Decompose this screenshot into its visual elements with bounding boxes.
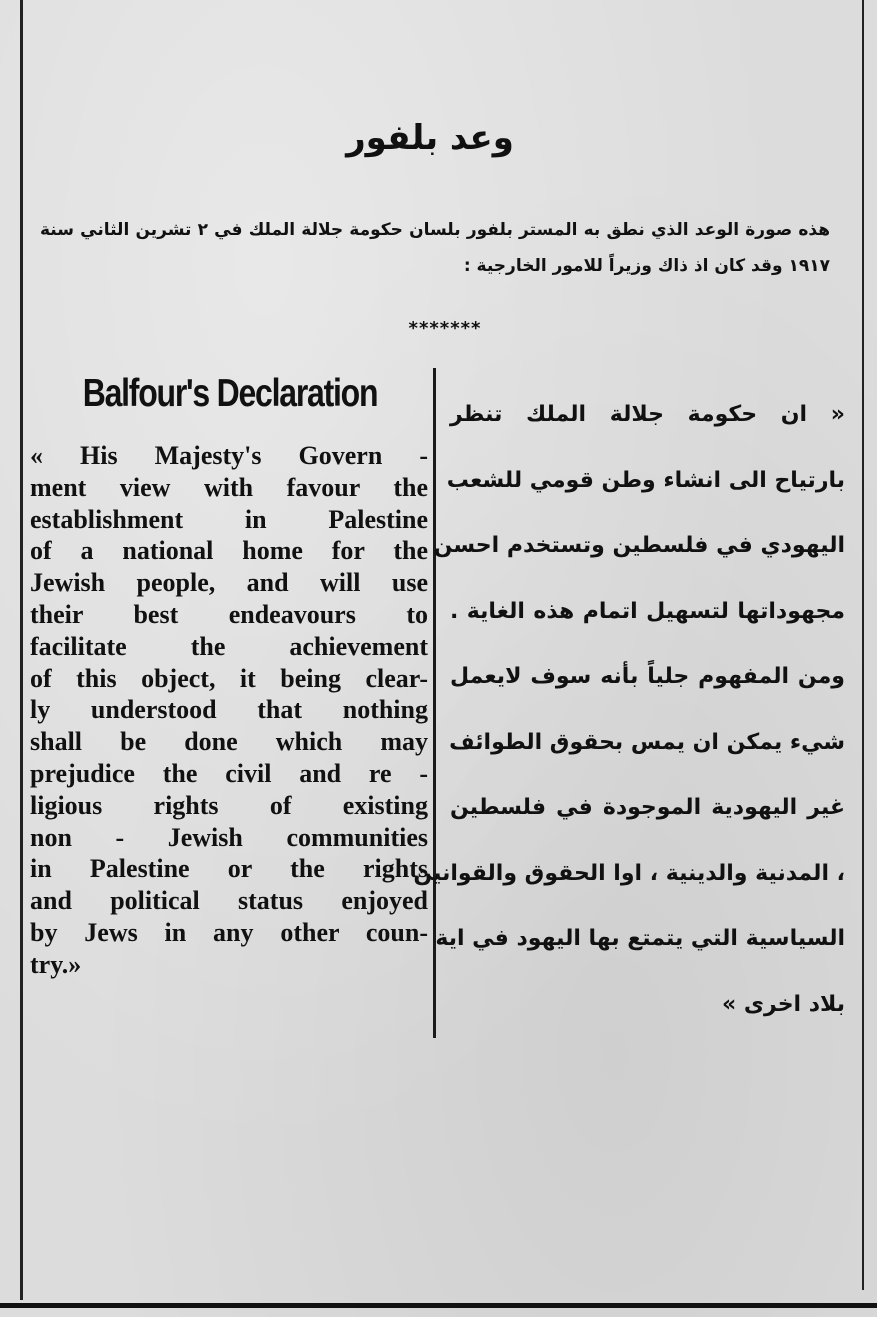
english-line: establishment in Palestine: [30, 504, 428, 534]
left-column-rule: [20, 0, 23, 1300]
english-line: of this object, it being clear-: [30, 663, 428, 693]
english-line: ment view with favour the: [30, 472, 428, 502]
arabic-line: اليهودي في فلسطين وتستخدم احسن: [433, 533, 845, 558]
english-line: non - Jewish communities: [30, 822, 428, 852]
english-line: their best endeavours to: [30, 599, 428, 629]
english-line: ly understood that nothing: [30, 695, 428, 725]
arabic-line: شيء يمكن ان يمس بحقوق الطوائف: [449, 729, 845, 755]
arabic-headline: وعد بلفور: [346, 118, 514, 158]
arabic-line: بلاد اخرى »: [721, 991, 845, 1017]
arabic-line: « ان حكومة جلالة الملك تنظر: [450, 402, 845, 427]
english-line: prejudice the civil and re -: [30, 758, 428, 788]
english-declaration-text: [30, 440, 428, 981]
right-column-rule: [862, 0, 864, 1290]
arabic-line: مجهوداتها لتسهيل اتمام هذه الغاية .: [450, 598, 845, 624]
english-line: try.»: [30, 949, 82, 979]
arabic-declaration-text: [413, 382, 845, 1037]
section-separator: *******: [408, 318, 482, 339]
english-line: « His Majesty's Govern -: [30, 441, 428, 470]
english-line: by Jews in any other coun-: [30, 917, 428, 947]
bottom-rule: [0, 1303, 877, 1308]
english-line: of a national home for the: [30, 536, 428, 566]
arabic-line: ومن المفهوم جلياً بأنه سوف لايعمل: [450, 664, 845, 689]
english-line: Jewish people, and will use: [30, 568, 428, 598]
english-line: ligious rights of existing: [30, 790, 428, 820]
english-headline: Balfour's Declaration: [82, 372, 378, 415]
arabic-line: غير اليهودية الموجودة في فلسطين: [450, 795, 845, 820]
english-line: and political status enjoyed: [30, 886, 428, 916]
arabic-intro-paragraph: هذه صورة الوعد الذي نطق به المستر بلفور بلسان حكومة جلالة الملك في ٢ تشرين الثاني سنة ١٩١٧ وقد كان اذ ذاك وزيراً للامور الخارجية :: [40, 220, 830, 276]
english-line: shall be done which may: [30, 727, 428, 757]
arabic-line: بارتياح الى انشاء وطن قومي للشعب: [446, 467, 845, 493]
english-line: in Palestine or the rights: [30, 854, 428, 884]
english-line: facilitate the achievement: [30, 631, 428, 661]
arabic-line: ، المدنية والدينية ، اوا الحقوق والقوانين: [413, 860, 845, 886]
arabic-line: السياسية التي يتمتع بها اليهود في اية: [435, 926, 845, 951]
